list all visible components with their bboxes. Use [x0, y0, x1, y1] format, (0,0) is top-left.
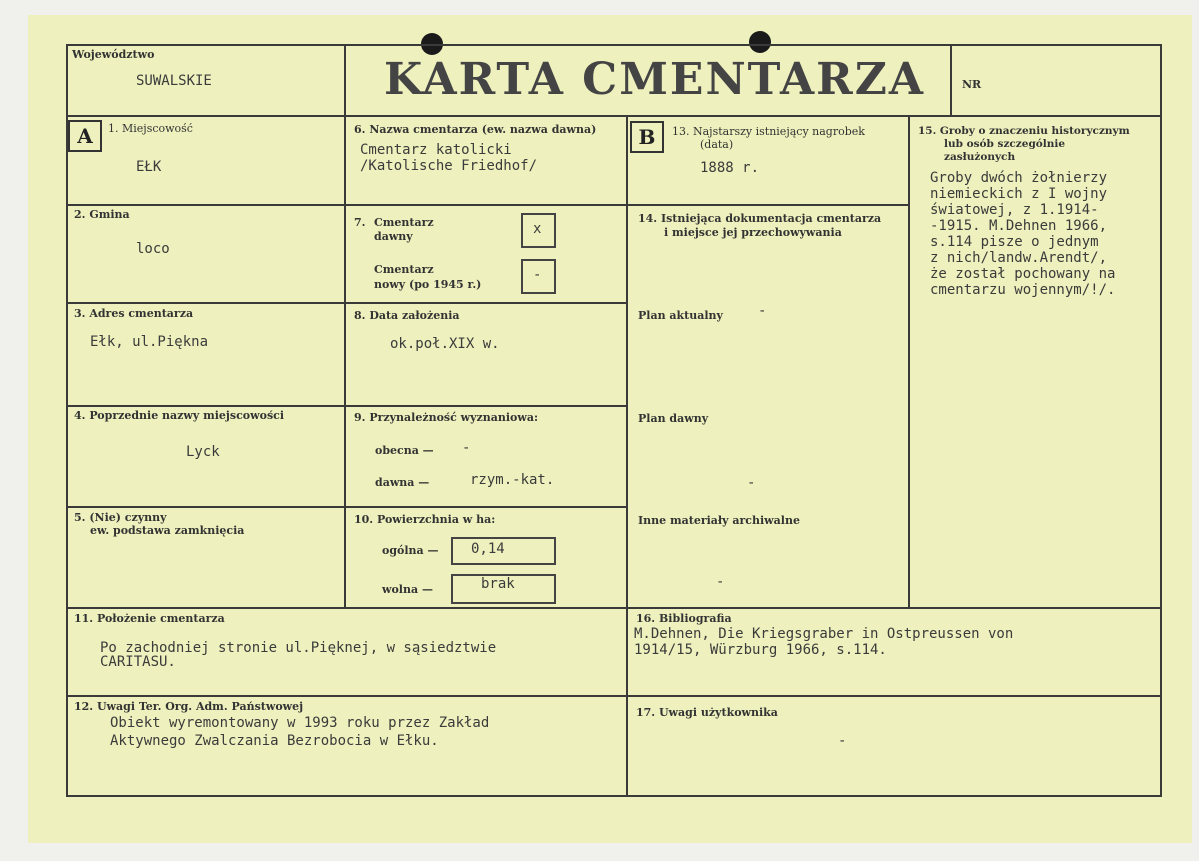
rule-line	[66, 795, 1162, 797]
rule-line	[66, 302, 626, 304]
rule-line	[66, 44, 1162, 46]
field-6-value: Cmentarz katolicki	[360, 142, 512, 158]
rule-line	[626, 204, 908, 206]
field-16-value: M.Dehnen, Die Kriegsgraber in Ostpreussen von	[634, 626, 1014, 642]
field-15-label-line3: zasłużonych	[944, 151, 1016, 163]
former-plan-label: Plan dawny	[638, 412, 709, 425]
former-denomination-value: rzym.-kat.	[470, 472, 555, 488]
rule-line	[66, 405, 626, 407]
field-3-label: 3. Adres cmentarza	[74, 307, 194, 320]
old-cemetery-checkbox[interactable]	[521, 213, 556, 248]
field-7-number: 7.	[354, 216, 366, 229]
card-title: KARTA CMENTARZA	[384, 54, 925, 105]
rule-line	[66, 695, 1162, 697]
field-10-label: 10. Powierzchnia w ha:	[354, 513, 496, 526]
voivodeship-label: Województwo	[72, 48, 155, 61]
field-15-line: s.114 pisze o jednym	[930, 234, 1099, 250]
field-16-label: 16. Bibliografia	[636, 612, 732, 625]
new-cemetery-label-line2: nowy (po 1945 r.)	[374, 278, 482, 291]
field-14-label: 14. Istniejąca dokumentacja cmentarza	[638, 212, 882, 225]
new-cemetery-mark: -	[533, 267, 542, 283]
field-3-value: Ełk, ul.Piękna	[90, 334, 209, 350]
section-b-marker: B	[630, 121, 664, 153]
field-8-label: 8. Data założenia	[354, 309, 460, 322]
other-materials-value: -	[716, 574, 725, 590]
field-16-value-line2: 1914/15, Würzburg 1966, s.114.	[634, 642, 887, 658]
field-15-line: Groby dwóch żołnierzy	[930, 170, 1108, 186]
rule-line	[66, 44, 68, 797]
current-denomination-label: obecna —	[375, 444, 434, 457]
field-4-value: Lyck	[186, 444, 220, 460]
field-11-value: Po zachodniej stronie ul.Pięknej, w sąsiedztwie	[100, 640, 497, 656]
current-plan-label: Plan aktualny	[638, 309, 723, 322]
field-12-value-line2: Aktywnego Zwalczania Bezrobocia w Ełku.	[110, 733, 439, 749]
punch-hole	[749, 31, 771, 53]
section-a-marker: A	[68, 120, 102, 152]
field-17-value: -	[838, 733, 847, 749]
old-cemetery-mark: x	[533, 221, 542, 237]
rule-line	[66, 204, 626, 206]
rule-line	[344, 44, 346, 607]
field-11-label: 11. Położenie cmentarza	[74, 612, 225, 625]
field-5-label-line2: ew. podstawa zamknięcia	[90, 524, 245, 537]
current-denomination-value: -	[462, 440, 471, 456]
field-14-label-line2: i miejsce jej przechowywania	[664, 226, 842, 239]
field-4-label: 4. Poprzednie nazwy miejscowości	[74, 409, 285, 422]
free-area-value: brak	[481, 576, 515, 592]
field-15-line: -1915. M.Dehnen 1966,	[930, 218, 1108, 234]
field-1-value: EŁK	[136, 159, 162, 175]
other-materials-label: Inne materiały archiwalne	[638, 514, 800, 527]
rule-line	[1160, 44, 1162, 797]
number-label: NR	[962, 78, 982, 91]
old-cemetery-label: Cmentarz	[374, 216, 434, 229]
field-9-label: 9. Przynależność wyznaniowa:	[354, 411, 539, 424]
voivodeship-value: SUWALSKIE	[136, 73, 212, 89]
rule-line	[626, 115, 628, 795]
rule-line	[66, 607, 1162, 609]
field-15-line: cmentarzu wojennym/!/.	[930, 282, 1116, 298]
field-11-value-line2: CARITASU.	[100, 654, 176, 670]
field-15-label: 15. Groby o znaczeniu historycznym	[918, 125, 1130, 137]
field-13-label-line2: (data)	[700, 138, 734, 151]
total-area-value: 0,14	[471, 541, 505, 557]
field-12-value: Obiekt wyremontowany w 1993 roku przez Zakład	[110, 715, 490, 731]
field-8-value: ok.poł.XIX w.	[390, 336, 500, 352]
new-cemetery-checkbox[interactable]	[521, 259, 556, 294]
total-area-box[interactable]	[451, 537, 556, 565]
field-12-label: 12. Uwagi Ter. Org. Adm. Państwowej	[74, 700, 304, 713]
field-15-line: niemieckich z I wojny	[930, 186, 1108, 202]
free-area-label: wolna —	[382, 583, 433, 596]
free-area-box[interactable]	[451, 574, 556, 604]
field-17-label: 17. Uwagi użytkownika	[636, 706, 778, 719]
former-denomination-label: dawna —	[375, 476, 430, 489]
rule-line	[950, 44, 952, 115]
field-13-value: 1888 r.	[700, 160, 760, 176]
field-2-label: 2. Gmina	[74, 208, 130, 221]
rule-line	[66, 506, 626, 508]
rule-line	[66, 115, 1162, 117]
field-15-line: że został pochowany na	[930, 266, 1116, 282]
field-5-label: 5. (Nie) czynny	[74, 511, 167, 524]
field-2-value: loco	[136, 241, 170, 257]
total-area-label: ogólna —	[382, 544, 439, 557]
former-plan-value: -	[747, 475, 756, 491]
field-1-label: 1. Miejscowość	[108, 122, 193, 135]
rule-line	[908, 115, 910, 607]
old-cemetery-label-line2: dawny	[374, 230, 413, 243]
field-15-line: z nich/landw.Arendt/,	[930, 250, 1108, 266]
field-6-label: 6. Nazwa cmentarza (ew. nazwa dawna)	[354, 123, 597, 136]
current-plan-value: -	[758, 303, 767, 319]
field-15-line: światowej, z 1.1914-	[930, 202, 1099, 218]
field-15-label-line2: lub osób szczególnie	[944, 138, 1066, 150]
field-13-label: 13. Najstarszy istniejący nagrobek	[672, 125, 865, 138]
field-6-value-line2: /Katolische Friedhof/	[360, 158, 538, 174]
new-cemetery-label: Cmentarz	[374, 263, 434, 276]
